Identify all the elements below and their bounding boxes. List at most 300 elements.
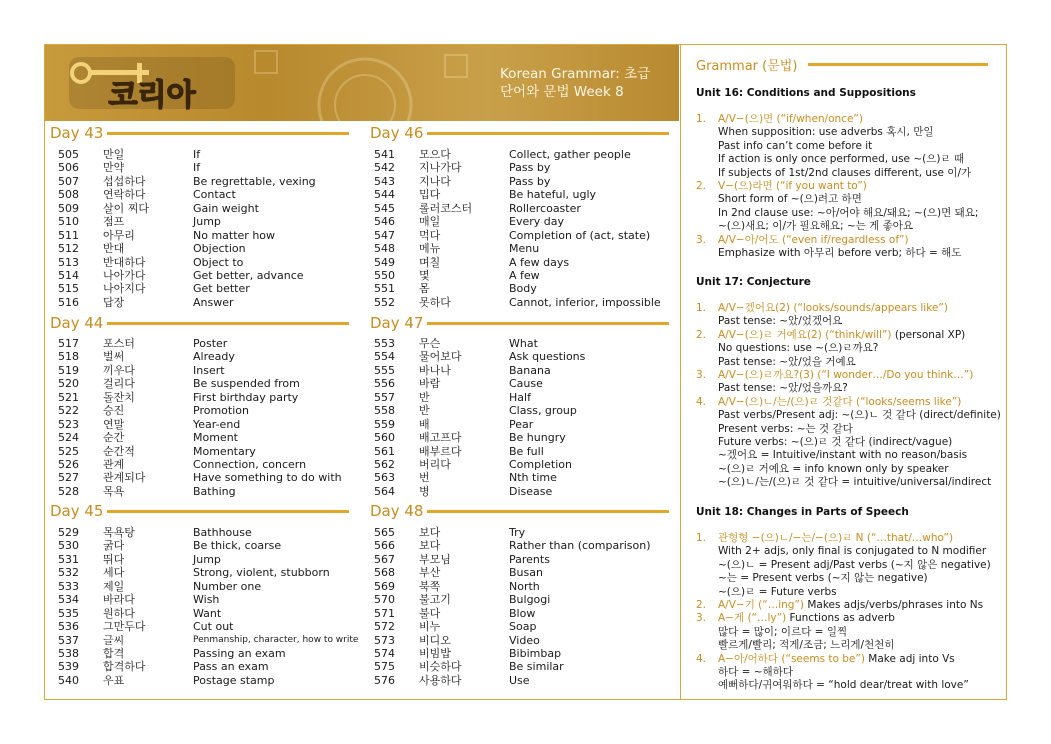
vocab-list-day-43 bbox=[58, 148, 361, 309]
vocab-english: A few bbox=[509, 268, 540, 282]
vocab-row bbox=[374, 337, 677, 350]
vocab-number: 535 bbox=[58, 606, 79, 620]
vocab-row bbox=[58, 364, 361, 377]
vocab-english: Menu bbox=[509, 242, 540, 256]
vocab-english: Wish bbox=[193, 593, 220, 607]
vocab-number: 545 bbox=[374, 201, 395, 215]
vocab-korean: 끼우다 bbox=[103, 363, 135, 377]
vocab-row bbox=[58, 161, 361, 174]
vocab-english: A few days bbox=[509, 255, 570, 269]
vocab-korean: 밉다 bbox=[419, 188, 441, 202]
vocab-row bbox=[374, 539, 677, 552]
vocab-english: If bbox=[193, 161, 201, 175]
grammar-item bbox=[696, 234, 1002, 261]
vocab-row bbox=[374, 607, 677, 620]
vocab-number: 527 bbox=[58, 471, 79, 485]
grammar-explanation: When supposition: use adverbs 혹시, 만일 bbox=[718, 126, 934, 139]
day-46-rule bbox=[427, 132, 669, 135]
vocab-row bbox=[374, 175, 677, 188]
vocab-english: Have something to do with bbox=[193, 471, 342, 485]
vocab-number: 556 bbox=[374, 377, 395, 391]
grammar-explanation: 많다 = 많이; 이르다 = 일찍 bbox=[718, 625, 848, 638]
vocab-korean: 바람 bbox=[419, 377, 441, 391]
vocab-number: 515 bbox=[58, 282, 79, 296]
vocab-english: Be hungry bbox=[509, 431, 566, 445]
grammar-pattern-note: Functions as adverb bbox=[786, 612, 895, 625]
unit-17-heading: Unit 17: Conjecture bbox=[696, 276, 811, 288]
vocab-english: Penmanship, character, how to write bbox=[193, 634, 359, 645]
vocab-number: 573 bbox=[374, 633, 395, 647]
day-45-heading: Day 45 bbox=[50, 502, 104, 520]
vocab-korean: 며칠 bbox=[419, 255, 441, 269]
vocab-number: 508 bbox=[58, 188, 79, 202]
header-banner bbox=[45, 45, 679, 121]
vocab-english: Ask questions bbox=[509, 350, 586, 364]
grammar-explanation: In 2nd clause use: ~아/어야 해요/돼요; ~(으)면 돼요; bbox=[718, 206, 979, 219]
vocab-row bbox=[58, 296, 361, 309]
vocab-row bbox=[58, 282, 361, 295]
vocab-korean: 번 bbox=[419, 471, 430, 485]
vocab-english: North bbox=[509, 579, 540, 593]
vocab-english: Answer bbox=[193, 295, 234, 309]
vocab-english: Try bbox=[509, 526, 526, 539]
unit-18-list bbox=[696, 532, 1002, 693]
vocab-number: 567 bbox=[374, 552, 395, 566]
vocab-row bbox=[58, 175, 361, 188]
vocab-number: 519 bbox=[58, 363, 79, 377]
vocab-korean: 보다 bbox=[419, 539, 441, 553]
vocab-number: 571 bbox=[374, 606, 395, 620]
grammar-pattern: 관형형 −(으)ㄴ/−는/−(으)ㄹ N (“…that/…who”) bbox=[718, 532, 954, 544]
vocab-english: Gain weight bbox=[193, 201, 259, 215]
grammar-item bbox=[696, 653, 1002, 693]
vocab-number: 538 bbox=[58, 646, 79, 660]
vocab-row bbox=[58, 553, 361, 566]
vocab-english: Contact bbox=[193, 188, 236, 202]
vocab-english: Be suspended from bbox=[193, 377, 300, 391]
vocab-number: 541 bbox=[374, 148, 395, 161]
vocab-number: 512 bbox=[58, 242, 79, 256]
vocab-english: Soap bbox=[509, 620, 537, 634]
vocab-row bbox=[374, 404, 677, 417]
vocab-korean: 아무리 bbox=[103, 228, 135, 242]
vocab-row bbox=[374, 660, 677, 673]
vocab-english: Class, group bbox=[509, 404, 577, 418]
vocab-row bbox=[58, 431, 361, 444]
grammar-explanation: ~겠어요 = Intuitive/instant with no reason/basis bbox=[718, 449, 968, 462]
vocab-row bbox=[374, 647, 677, 660]
vocab-korean: 관계되다 bbox=[103, 471, 146, 485]
vocab-korean: 지나가다 bbox=[419, 161, 462, 175]
vocab-row bbox=[58, 674, 361, 687]
vocab-english: Moment bbox=[193, 431, 238, 445]
vocab-english: Video bbox=[509, 633, 540, 647]
vocab-number: 572 bbox=[374, 620, 395, 634]
vocab-korean: 원하다 bbox=[103, 606, 135, 620]
grammar-pattern: V−(으)라면 (“if you want to”) bbox=[718, 180, 867, 193]
vocab-korean: 비빔밥 bbox=[419, 646, 451, 660]
vocab-english: Use bbox=[509, 673, 530, 687]
grammar-item-number: 2. bbox=[696, 599, 707, 612]
grammar-pattern: A−게 (“…ly”) bbox=[718, 612, 787, 625]
vocab-korean: 보다 bbox=[419, 526, 441, 539]
vocab-row bbox=[58, 660, 361, 673]
vocab-korean: 점프 bbox=[103, 215, 125, 229]
vocab-row bbox=[374, 566, 677, 579]
grammar-explanation: 예뻐하다/귀여워하다 = “hold dear/treat with love” bbox=[718, 679, 969, 692]
grammar-explanation: Past tense: ~았/었겠어요 bbox=[718, 315, 843, 328]
vocab-english: Parents bbox=[509, 552, 550, 566]
vocab-number: 557 bbox=[374, 390, 395, 404]
vocab-row bbox=[58, 607, 361, 620]
vocab-list-day-45 bbox=[58, 526, 361, 687]
vocab-row bbox=[58, 634, 361, 647]
vocab-row bbox=[374, 282, 677, 295]
vocab-korean: 합격 bbox=[103, 646, 125, 660]
vocab-row bbox=[374, 188, 677, 201]
grammar-explanation: ~(으)ㄹ = Future verbs bbox=[718, 585, 837, 598]
vocab-english: Promotion bbox=[193, 404, 249, 418]
vocab-english: Number one bbox=[193, 579, 262, 593]
vocab-korean: 북쪽 bbox=[419, 579, 441, 593]
vocab-row bbox=[374, 148, 677, 161]
vocab-number: 553 bbox=[374, 337, 395, 350]
vocab-english: Pass an exam bbox=[193, 660, 269, 674]
vocab-row bbox=[58, 148, 361, 161]
vocab-english: Postage stamp bbox=[193, 673, 275, 687]
vocab-number: 537 bbox=[58, 633, 79, 647]
vocab-korean: 부모님 bbox=[419, 552, 451, 566]
grammar-item bbox=[696, 180, 1002, 234]
vocab-english: Cause bbox=[509, 377, 543, 391]
grammar-explanation: If action is only once performed, use ~(으)ㄹ 때 bbox=[718, 153, 965, 166]
grammar-item-number: 2. bbox=[696, 328, 707, 341]
vocab-number: 526 bbox=[58, 457, 79, 471]
grammar-item-number: 1. bbox=[696, 302, 707, 314]
vocab-number: 564 bbox=[374, 484, 395, 498]
grammar-item-number: 4. bbox=[696, 652, 707, 665]
grammar-item-number: 3. bbox=[696, 612, 707, 625]
vocab-row bbox=[374, 377, 677, 390]
unit-17-list bbox=[696, 302, 1002, 490]
grammar-explanation: Past tense: ~았/었을까요? bbox=[718, 382, 848, 395]
vocab-number: 509 bbox=[58, 201, 79, 215]
vocab-number: 548 bbox=[374, 242, 395, 256]
vocab-row bbox=[374, 634, 677, 647]
unit-18-heading: Unit 18: Changes in Parts of Speech bbox=[696, 506, 909, 518]
grammar-explanation: Emphasize with 아무리 before verb; 하다 = 해도 bbox=[718, 247, 962, 260]
vocab-korean: 지나다 bbox=[419, 174, 451, 188]
grammar-explanation: Past tense: ~았/었을 거예요 bbox=[718, 355, 856, 368]
svg-text:코리아: 코리아 bbox=[108, 78, 196, 111]
vocab-row bbox=[58, 404, 361, 417]
grammar-explanation: ~(으)새요; 이/가 필요해요; ~는 게 좋아요 bbox=[718, 220, 914, 233]
vocab-english: Object to bbox=[193, 255, 244, 269]
day-47-rule bbox=[427, 322, 669, 325]
grammar-explanation: No questions: use ~(으)ㄹ까요? bbox=[718, 342, 879, 355]
grammar-pattern: A−아/어하다 (“seems to be”) bbox=[718, 652, 865, 665]
vocab-english: Bathhouse bbox=[193, 526, 252, 539]
vocab-korean: 매일 bbox=[419, 215, 441, 229]
vocab-number: 522 bbox=[58, 404, 79, 418]
vocab-row bbox=[374, 229, 677, 242]
vocab-english: Bathing bbox=[193, 484, 236, 498]
grammar-explanation: Present verbs: ~는 것 같다 bbox=[718, 422, 853, 435]
vocab-number: 547 bbox=[374, 228, 395, 242]
grammar-pattern-note: Make adj into Vs bbox=[864, 652, 955, 665]
vocab-row bbox=[374, 418, 677, 431]
vocab-number: 516 bbox=[58, 295, 79, 309]
vocab-korean: 바나나 bbox=[419, 363, 451, 377]
grammar-pattern-note: Makes adjs/verbs/phrases into Ns bbox=[804, 599, 984, 612]
vocab-row bbox=[58, 566, 361, 579]
vocab-english: Be regrettable, vexing bbox=[193, 174, 316, 188]
grammar-item-number: 1. bbox=[696, 532, 707, 544]
vocab-english: Bulgogi bbox=[509, 593, 551, 607]
vocab-english: Busan bbox=[509, 566, 543, 580]
vocab-number: 528 bbox=[58, 484, 79, 498]
vocab-number: 575 bbox=[374, 660, 395, 674]
grammar-item-number: 2. bbox=[696, 180, 707, 193]
grammar-pattern: A/V−(으)면 (“if/when/once”) bbox=[718, 113, 863, 125]
vocab-korean: 사용하다 bbox=[419, 673, 462, 687]
vocab-korean: 반 bbox=[419, 404, 430, 418]
vocab-row bbox=[374, 526, 677, 539]
vocab-row bbox=[58, 242, 361, 255]
vocab-number: 560 bbox=[374, 431, 395, 445]
vocab-number: 523 bbox=[58, 417, 79, 431]
vocab-row bbox=[374, 242, 677, 255]
vocab-korean: 비슷하다 bbox=[419, 660, 462, 674]
vocab-korean: 버리다 bbox=[419, 457, 451, 471]
vocab-english: Strong, violent, stubborn bbox=[193, 566, 330, 580]
vocab-number: 514 bbox=[58, 268, 79, 282]
vocab-row bbox=[58, 215, 361, 228]
vocab-english: Connection, concern bbox=[193, 457, 307, 471]
vocab-number: 513 bbox=[58, 255, 79, 269]
vocab-english: Nth time bbox=[509, 471, 557, 485]
vocab-number: 529 bbox=[58, 526, 79, 539]
vocab-korean: 나아지다 bbox=[103, 282, 146, 296]
vocab-number: 520 bbox=[58, 377, 79, 391]
vocab-korean: 포스터 bbox=[103, 337, 135, 350]
vocab-english: Be full bbox=[509, 444, 544, 458]
vocab-korean: 못하다 bbox=[419, 295, 451, 309]
vocab-row bbox=[374, 202, 677, 215]
vocab-row bbox=[374, 485, 677, 498]
grammar-pattern: A/V−(으)ㄹ까요?(3) (“I wonder…/Do you think…”) bbox=[718, 369, 974, 382]
vocab-english: Disease bbox=[509, 484, 553, 498]
grammar-explanation: With 2+ adjs, only final is conjugated to N modifier bbox=[718, 545, 987, 558]
vocab-number: 507 bbox=[58, 174, 79, 188]
vocab-row bbox=[374, 431, 677, 444]
vocab-korean: 순간적 bbox=[103, 444, 135, 458]
vocab-row bbox=[58, 526, 361, 539]
vocab-korean: 목욕탕 bbox=[103, 526, 135, 539]
grammar-item-number: 4. bbox=[696, 395, 707, 408]
vocab-korean: 무슨 bbox=[419, 337, 441, 350]
day-45-rule bbox=[107, 510, 349, 513]
vocab-number: 533 bbox=[58, 579, 79, 593]
vocab-english: Insert bbox=[193, 363, 225, 377]
vocab-row bbox=[58, 647, 361, 660]
vocab-row bbox=[58, 458, 361, 471]
vocab-row bbox=[58, 445, 361, 458]
banner-title-line2: 단어와 문법 Week 8 bbox=[500, 84, 624, 100]
korea-logo bbox=[67, 55, 237, 111]
grammar-title-rule bbox=[808, 63, 988, 66]
vocab-row bbox=[58, 202, 361, 215]
vocab-number: 534 bbox=[58, 593, 79, 607]
vocab-number: 531 bbox=[58, 552, 79, 566]
vocab-number: 505 bbox=[58, 148, 79, 161]
vocab-number: 511 bbox=[58, 228, 79, 242]
vocab-english: If bbox=[193, 148, 201, 161]
vocab-korean: 살이 찌다 bbox=[103, 201, 150, 215]
vocab-number: 544 bbox=[374, 188, 395, 202]
vocab-row bbox=[374, 593, 677, 606]
vocab-english: First birthday party bbox=[193, 390, 299, 404]
vocab-row bbox=[58, 377, 361, 390]
vocab-list-day-44 bbox=[58, 337, 361, 498]
vocab-korean: 메뉴 bbox=[419, 242, 441, 256]
vocab-korean: 불고기 bbox=[419, 593, 451, 607]
day-43-rule bbox=[107, 132, 349, 135]
vocab-row bbox=[374, 269, 677, 282]
grammar-title: Grammar (문법) bbox=[696, 59, 798, 74]
vocab-number: 543 bbox=[374, 174, 395, 188]
grammar-pattern: A/V−(으)ㄹ 거예요(2) (“think/will”) bbox=[718, 328, 892, 341]
vocab-number: 559 bbox=[374, 417, 395, 431]
grammar-explanation: 하다 = ~해하다 bbox=[718, 666, 793, 679]
vocab-english: Want bbox=[193, 606, 222, 620]
vocab-number: 555 bbox=[374, 363, 395, 377]
vocab-list-day-46 bbox=[374, 148, 677, 309]
vocab-korean: 배 bbox=[419, 417, 430, 431]
vocab-row bbox=[58, 391, 361, 404]
vocab-number: 563 bbox=[374, 471, 395, 485]
vocab-number: 540 bbox=[58, 673, 79, 687]
vocab-row bbox=[374, 215, 677, 228]
vocab-korean: 목욕 bbox=[103, 484, 125, 498]
grammar-item-number: 3. bbox=[696, 369, 707, 382]
vocab-row bbox=[58, 256, 361, 269]
vocab-number: 550 bbox=[374, 268, 395, 282]
grammar-explanation: ~(으)ㄴ = Present adj/Past verbs (~지 않은 negative) bbox=[718, 558, 991, 571]
vocab-english: Get better, advance bbox=[193, 268, 304, 282]
vocab-english: Rather than (comparison) bbox=[509, 539, 651, 553]
vocab-english: Cannot, inferior, impossible bbox=[509, 295, 661, 309]
vocab-korean: 만약 bbox=[103, 161, 125, 175]
day-48-heading: Day 48 bbox=[370, 502, 424, 520]
vocab-english: Collect, gather people bbox=[509, 148, 631, 161]
vocab-english: What bbox=[509, 337, 538, 350]
vocab-row bbox=[58, 229, 361, 242]
vocab-row bbox=[58, 337, 361, 350]
grammar-explanation: Future verbs: ~(으)ㄹ 것 같다 (indirect/vague) bbox=[718, 436, 953, 449]
vocab-number: 568 bbox=[374, 566, 395, 580]
vocab-korean: 걸리다 bbox=[103, 377, 135, 391]
grammar-item bbox=[696, 599, 1002, 612]
vocab-number: 530 bbox=[58, 539, 79, 553]
vocab-korean: 몸 bbox=[419, 282, 430, 296]
grammar-pattern: A/V−아/어도 (“even if/regardless of”) bbox=[718, 233, 909, 246]
vocab-number: 549 bbox=[374, 255, 395, 269]
grammar-explanation: ~(으)ㄴ/는/(으)ㄹ 것 같다 = intuitive/universal/indirect bbox=[718, 476, 992, 489]
vocab-korean: 돌잔치 bbox=[103, 390, 135, 404]
vocab-number: 562 bbox=[374, 457, 395, 471]
vocab-number: 561 bbox=[374, 444, 395, 458]
worksheet-card bbox=[44, 44, 1007, 700]
grammar-explanation: If subjects of 1st/2nd clauses different, use 이/가 bbox=[718, 166, 972, 179]
vocab-korean: 답장 bbox=[103, 295, 125, 309]
vocab-english: Jump bbox=[193, 552, 221, 566]
vocab-row bbox=[58, 580, 361, 593]
vocab-korean: 배고프다 bbox=[419, 431, 462, 445]
vocab-korean: 섭섭하다 bbox=[103, 174, 146, 188]
day-47-heading: Day 47 bbox=[370, 314, 424, 332]
vocab-english: Completion bbox=[509, 457, 573, 471]
vocab-korean: 몇 bbox=[419, 268, 430, 282]
banner-title-line1: Korean Grammar: 초급 bbox=[500, 66, 651, 82]
vocab-korean: 합격하다 bbox=[103, 660, 146, 674]
banner-title bbox=[500, 65, 650, 101]
vocab-row bbox=[58, 539, 361, 552]
vocab-korean: 롤러코스터 bbox=[419, 201, 473, 215]
vocab-row bbox=[374, 620, 677, 633]
vocab-korean: 굵다 bbox=[103, 539, 125, 553]
vocab-korean: 연락하다 bbox=[103, 188, 146, 202]
vocab-row bbox=[58, 485, 361, 498]
vocab-korean: 병 bbox=[419, 484, 430, 498]
vocab-row bbox=[58, 620, 361, 633]
grammar-item-number: 1. bbox=[696, 113, 707, 125]
grammar-explanation: Short form of ~(으)려고 하면 bbox=[718, 193, 862, 206]
vocab-english: Pass by bbox=[509, 174, 551, 188]
vocab-number: 536 bbox=[58, 620, 79, 634]
vocab-row bbox=[374, 161, 677, 174]
vocab-korean: 불다 bbox=[419, 606, 441, 620]
vocab-english: Objection bbox=[193, 242, 246, 256]
vocab-english: Pass by bbox=[509, 161, 551, 175]
vocab-row bbox=[374, 445, 677, 458]
vocab-row bbox=[374, 350, 677, 363]
vocab-korean: 만일 bbox=[103, 148, 125, 161]
grammar-item bbox=[696, 396, 1002, 490]
grammar-pattern: A/V−(으)ㄴ/는/(으)ㄹ 것같다 (“looks/seems like”) bbox=[718, 395, 962, 408]
vocab-korean: 배부르다 bbox=[419, 444, 462, 458]
grammar-item bbox=[696, 113, 1002, 180]
vocab-korean: 우표 bbox=[103, 673, 125, 687]
grammar-item bbox=[696, 612, 1002, 652]
vocab-row bbox=[374, 580, 677, 593]
vocab-number: 542 bbox=[374, 161, 395, 175]
vocab-row bbox=[374, 296, 677, 309]
vocab-row bbox=[58, 593, 361, 606]
vocab-number: 517 bbox=[58, 337, 79, 350]
vocab-english: Body bbox=[509, 282, 537, 296]
vocab-english: Pear bbox=[509, 417, 534, 431]
vocab-number: 554 bbox=[374, 350, 395, 364]
vocab-number: 565 bbox=[374, 526, 395, 539]
vocab-korean: 반 bbox=[419, 390, 430, 404]
vocab-english: Passing an exam bbox=[193, 646, 286, 660]
vocab-row bbox=[58, 269, 361, 282]
vocab-number: 521 bbox=[58, 390, 79, 404]
vocab-english: Every day bbox=[509, 215, 564, 229]
grammar-explanation: Past verbs/Present adj: ~(으)ㄴ 것 같다 (direct/definite) bbox=[718, 409, 1001, 422]
vocab-english: Blow bbox=[509, 606, 536, 620]
